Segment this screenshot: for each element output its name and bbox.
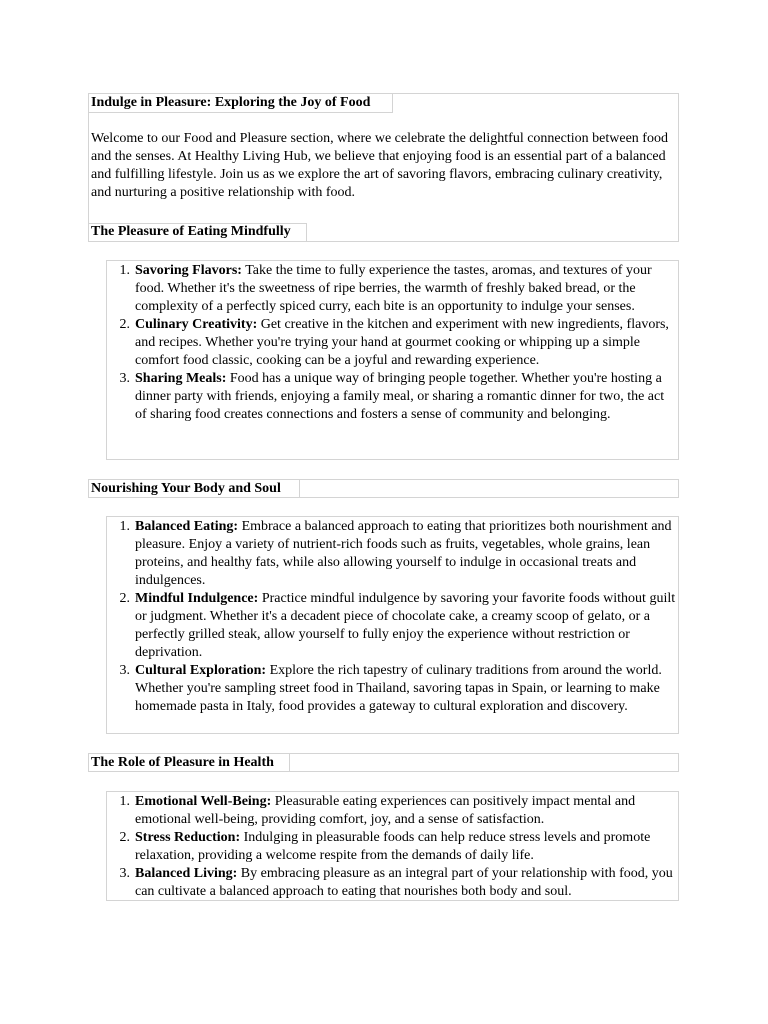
heading-divider (299, 479, 300, 498)
list-item-text: Take the time to fully experience the tastes, aromas, and textures of your food. Whether it's the sweetness of ripe berries, the warmth of freshly baked bread, or the complexity of a perfectly spiced curry, each bite is an opportunity to indulge your senses. (135, 263, 652, 314)
list-item-text: Explore the rich tapestry of culinary traditions from around the world. Whether you're sampling street food in Thailand, savoring tapas in Spain, or learning to make homemade pasta in Italy, food provides a gateway to cultural exploration and discovery. (135, 663, 662, 714)
list-item (110, 865, 676, 901)
list-item-number: 1. (119, 519, 130, 534)
list-eating-mindfully (110, 262, 676, 424)
list-item (110, 370, 676, 424)
list-item (110, 316, 676, 370)
heading-divider (289, 753, 290, 772)
list-item-number: 3. (119, 663, 130, 678)
list-item-lead: Emotional Well-Being: (135, 794, 272, 809)
section-heading-eating-mindfully: The Pleasure of Eating Mindfully (91, 224, 291, 239)
list-item (110, 518, 676, 590)
list-item-number: 3. (119, 866, 130, 881)
list-item-lead: Savoring Flavors: (135, 263, 242, 278)
list-item-text: By embracing pleasure as an integral part of your relationship with food, you can cultivate a balanced approach to eating that nourishes both body and soul. (135, 866, 673, 899)
list-item-number: 2. (119, 830, 130, 845)
list-item-lead: Balanced Eating: (135, 519, 239, 534)
list-item (110, 793, 676, 829)
list-item (110, 590, 676, 662)
list-item-text: Practice mindful indulgence by savoring your favorite foods without guilt or judgment. Whether it's a decadent piece of chocolate cake, a creamy scoop of gelato, or a perfectly grilled steak, allow yourself to fully enjoy the experience without restriction or deprivation. (135, 591, 676, 660)
section-heading-body-and-soul: Nourishing Your Body and Soul (91, 481, 281, 496)
list-item-text: Pleasurable eating experiences can positively impact mental and emotional well-being, providing comfort, joy, and a sense of satisfaction. (135, 794, 636, 827)
list-item-text: Get creative in the kitchen and experiment with new ingredients, flavors, and recipes. Whether you're trying your hand at gourmet cooking or whipping up a simple comfort food classic, cooking can be a joyful and rewarding experience. (135, 317, 669, 368)
list-item-number: 2. (119, 591, 130, 606)
list-item-lead: Cultural Exploration: (135, 663, 267, 678)
list-item (110, 662, 676, 716)
list-item-lead: Balanced Living: (135, 866, 238, 881)
list-item-number: 2. (119, 317, 130, 332)
list-item-text: Indulging in pleasurable foods can help reduce stress levels and promote relaxation, providing a welcome respite from the demands of daily life. (135, 830, 651, 863)
list-item-lead: Sharing Meals: (135, 371, 227, 386)
list-item (110, 262, 676, 316)
list-pleasure-in-health (110, 793, 676, 901)
page-title: Indulge in Pleasure: Exploring the Joy of Food (91, 95, 371, 110)
intro-paragraph: Welcome to our Food and Pleasure section, where we celebrate the delightful connection between food and the senses. At Healthy Living Hub, we believe that enjoying food is an essential part of a balanced and fulfilling lifestyle. Join us as we explore the art of savoring flavors, embracing culinary creativity, and nurturing a positive relationship with food. (91, 131, 668, 200)
list-item-number: 1. (119, 794, 130, 809)
section-heading-pleasure-in-health: The Role of Pleasure in Health (91, 755, 274, 770)
list-body-and-soul (110, 518, 676, 716)
list-item-text: Embrace a balanced approach to eating that prioritizes both nourishment and pleasure. Enjoy a variety of nutrient-rich foods such as fruits, vegetables, whole grains, lean proteins, and healthy fats, while also allowing yourself to indulge in occasional treats and indulgences. (135, 519, 672, 588)
list-item-lead: Mindful Indulgence: (135, 591, 259, 606)
list-item-text: Food has a unique way of bringing people together. Whether you're hosting a dinner party with friends, enjoying a family meal, or sharing a romantic dinner for two, the act of sharing food creates connections and fosters a sense of community and belonging. (135, 371, 665, 422)
list-item-lead: Stress Reduction: (135, 830, 241, 845)
list-item-lead: Culinary Creativity: (135, 317, 258, 332)
list-item (110, 829, 676, 865)
list-item-number: 3. (119, 371, 130, 386)
list-item-number: 1. (119, 263, 130, 278)
